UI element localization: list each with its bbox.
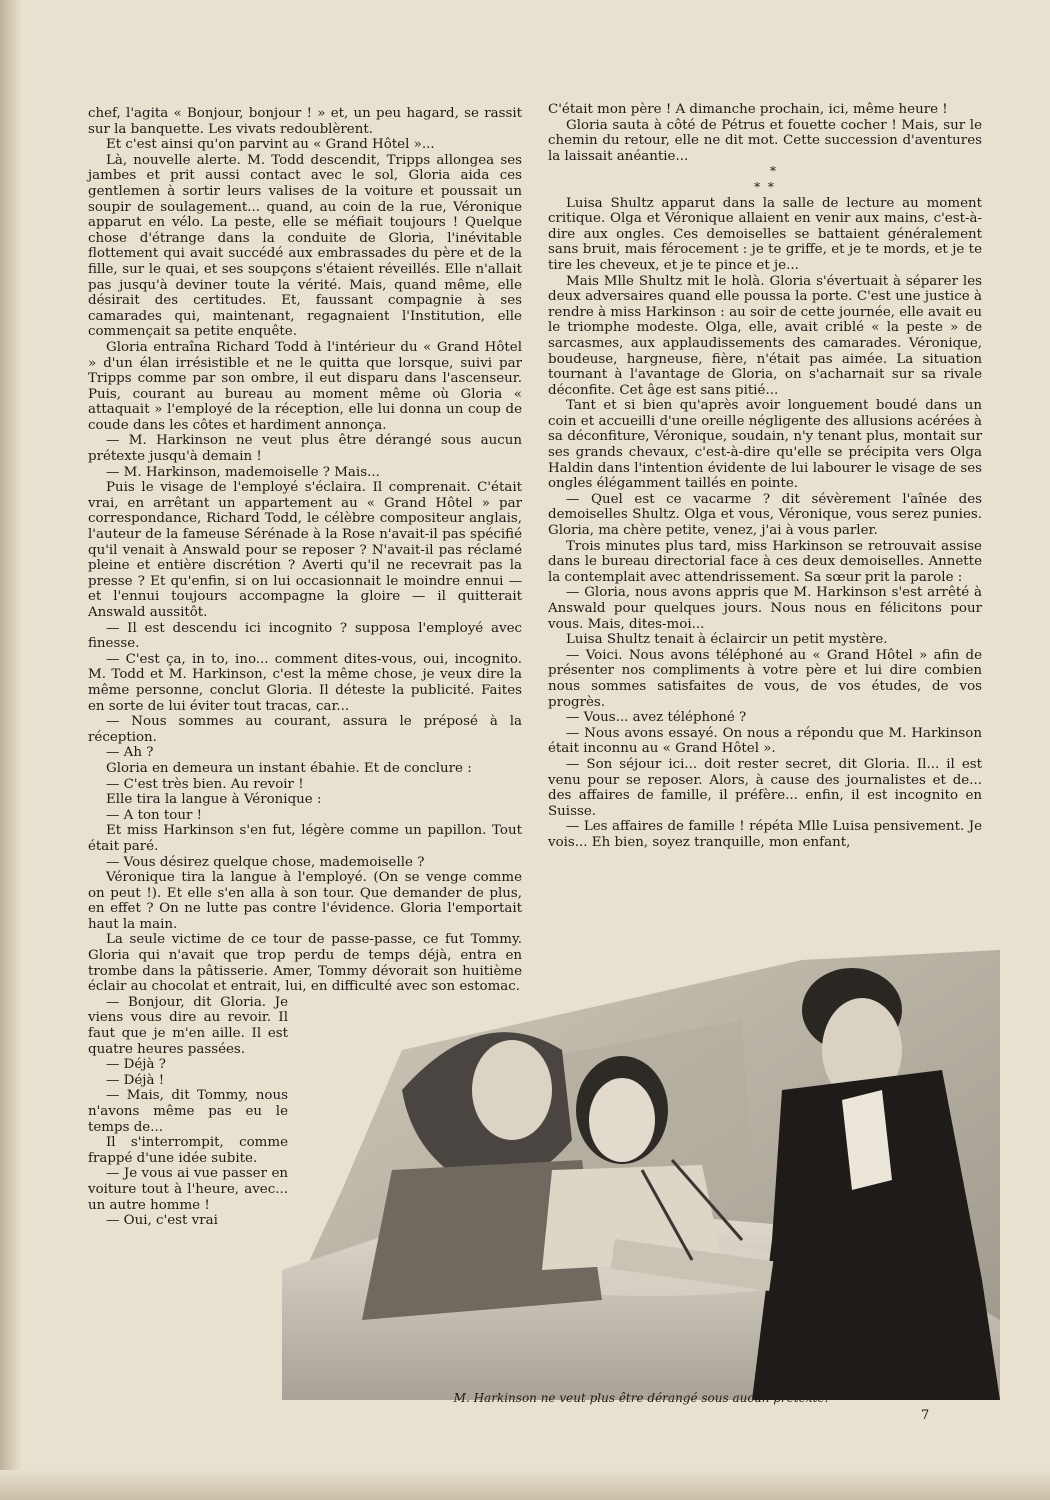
paragraph: — Je vous ai vue passer en voiture tout à l'heure, avec... un autre homme ! (88, 1166, 288, 1213)
paragraph: — Nous avons essayé. On nous a répondu que M. Harkinson était inconnu au « Grand Hôtel ». (548, 725, 982, 757)
paragraph: Trois minutes plus tard, miss Harkinson se retrouvait assise dans le bureau directorial face à ces deux demoiselles. Annette la contemplait avec attendrissement. Sa sœur prit la parole : (548, 538, 982, 585)
section-separator: * * * (754, 164, 778, 194)
paragraph: La seule victime de ce tour de passe-passe, ce fut Tommy. Gloria qui n'avait que trop perdu de temps déjà, entra en trombe dans la pâtisserie. Amer, Tommy dévorait son huitième éclair au chocolat et entrait, lui, en difficulté avec son estomac. (88, 932, 522, 995)
paragraph: Gloria en demeura un instant ébahie. Et de conclure : (106, 760, 472, 776)
paragraph: Puis le visage de l'employé s'éclaira. Il comprenait. C'était vrai, en arrêtant un appartement au « Grand Hôtel » par correspondance, Richard Todd, le célèbre compositeur anglais, l'auteur de la fameuse Sérénade à la Rose n'avait-il pas spécifié qu'il venait à Answald pour se reposer ? N'avait-il pas réclamé pleine et entière discrétion ? Averti qu'il ne recevrait pas la presse ? Et qu'enfin, si on lui occasionnait le moindre ennui — et l'ennui toujours accompagne la gloire — il quitterait Answald aussitôt. (88, 480, 522, 620)
paragraph: — Quel est ce vacarme ? dit sévèrement l'aînée des demoiselles Shultz. Olga et vous, Véronique, vous serez punies. Gloria, ma chère petite, venez, j'ai à vous parler. (548, 491, 982, 539)
paragraph: — Oui, c'est vrai (106, 1213, 218, 1229)
paragraph: chef, l'agita « Bonjour, bonjour ! » et, un peu hagard, se rassit sur la banquette. Les vivats redoublèrent. (88, 106, 522, 137)
paragraph: Il s'interrompit, comme frappé d'une idée subite. (88, 1135, 288, 1166)
paragraph: Elle tira la langue à Véronique : (106, 792, 322, 808)
paragraph: — Gloria, nous avons appris que M. Harkinson s'est arrêté à Answald pour quelques jours. Nous nous en félicitons pour vous. Mais, dites-moi... (548, 585, 982, 632)
page-bottom-shadow (0, 1470, 1050, 1500)
page-edge-shadow (0, 0, 22, 1500)
paragraph: C'était mon père ! A dimanche prochain, ici, même heure ! (548, 102, 948, 117)
paragraph: — C'est ça, in to, ino... comment dites-vous, oui, incognito. M. Todd et M. Harkinson, c'est la même chose, je veux dire la même personne, conclut Gloria. Il déteste la publicité. Faites en sorte de lui éviter tout tracas, car... (88, 651, 522, 714)
paragraph: — Son séjour ici... doit rester secret, dit Gloria. Il... il est venu pour se reposer. Alors, à cause des journalistes et de... des affaires de famille, il préfère... enfin, il est incognito en Suisse. (548, 756, 982, 819)
paragraph: — Il est descendu ici incognito ? supposa l'employé avec finesse. (88, 620, 522, 652)
paragraph: — Bonjour, dit Gloria. Je viens vous dire au revoir. Il faut que je m'en aille. Il est quatre heures passées. (88, 994, 288, 1057)
page-number: 7 (921, 1408, 930, 1423)
paragraph: Tant et si bien qu'après avoir longuement boudé dans un coin et accueilli d'une oreille négligente des allusions acérées à sa déconfiture, Véronique, soudain, n'y tenant plus, montait sur ses grands chevaux, c'est-à-dire qu'elle se précipita vers Olga Haldin dans l'intention évidente de lui labourer le visage de ses ongles élégamment taillés en pointe. (548, 398, 982, 492)
paragraph: Gloria sauta à côté de Pétrus et fouette cocher ! Mais, sur le chemin du retour, elle ne dit mot. Cette succession d'aventures la laissait anéantie... (548, 117, 982, 164)
paragraph: — C'est très bien. Au revoir ! (106, 776, 304, 792)
paragraph: Véronique tira la langue à l'employé. (On se venge comme on peut !). Et elle s'en alla à son tour. Que demander de plus, en effet ? On ne lutte pas contre l'évidence. Gloria l'emportait haut la main. (88, 870, 522, 932)
paragraph: — A ton tour ! (106, 807, 203, 823)
paragraph: — Voici. Nous avons téléphoné au « Grand Hôtel » afin de présenter nos compliments à votre père et lui dire combien nous sommes satisfaites de vous, de vos études, de vos progrès. (548, 647, 982, 710)
paragraph: — Nous sommes au courant, assura le préposé à la réception. (88, 714, 522, 745)
paragraph: Luisa Shultz tenait à éclaircir un petit mystère. (566, 632, 888, 648)
paragraph: — Mais, dit Tommy, nous n'avons même pas eu le temps de... (88, 1088, 288, 1135)
paragraph: — Les affaires de famille ! répéta Mlle Luisa pensivement. Je vois... Eh bien, soyez tranquille, mon enfant, (548, 819, 982, 850)
paragraph: — Vous désirez quelque chose, mademoiselle ? (106, 854, 425, 870)
paragraph: Gloria entraîna Richard Todd à l'intérieur du « Grand Hôtel » d'un élan irrésistible et ne le quitta que lorsque, suivi par Tripps comme par son ombre, il eut disparu dans l'ascenseur. Puis, courant au bureau au moment même où Gloria « attaquait » l'employé de la réception, elle lui donna un coup de coude dans les côtes et hardiment annonça. (88, 339, 522, 433)
paragraph: — Déjà ? (106, 1057, 166, 1073)
right-text-column (548, 102, 982, 851)
paragraph: — Ah ? (106, 745, 154, 761)
narrow-text-block (88, 995, 288, 1229)
paragraph: — Vous... avez téléphoné ? (566, 710, 747, 726)
paragraph: Mais Mlle Shultz mit le holà. Gloria s'évertuait à séparer les deux adversaires quand elle poussa la porte. C'est une justice à rendre à miss Harkinson : au soir de cette journée, elle avait eu le triomphe modeste. Olga, elle, avait criblé « la peste » de sarcasmes, aux applaudissements des camarades. Véronique, boudeuse, hargneuse, fière, n'était pas aimée. La situation tournant à l'avantage de Gloria, on s'acharnait sur sa rivale déconfite. Cet âge est sans pitié... (548, 273, 982, 398)
paragraph: Là, nouvelle alerte. M. Todd descendit, Tripps allongea ses jambes et prit aussi contact avec le sol, Gloria aida ces gentlemen à sortir leurs valises de la voiture et poussait un soupir de soulagement... quand, au coin de la rue, Véronique apparut en vélo. La peste, elle se méfiait toujours ! Quelque chose d'étrange dans la conduite de Gloria, l'inévitable flottement qui avait succédé aux embrassades du père et de la fille, sur le quai, et ses soupçons s'étaient réveillés. Elle n'allait pas jusqu'à deviner toute la vérité. Mais, quand même, elle désirait des certitudes. Et, faussant compagnie à ses camarades qui, maintenant, regagnaient l'Institution, elle commençait sa petite enquête. (88, 152, 522, 340)
paragraph: — Déjà ! (106, 1072, 165, 1088)
paragraph: — M. Harkinson ne veut plus être dérangé sous aucun prétexte jusqu'à demain ! (88, 433, 522, 465)
paragraph: — M. Harkinson, mademoiselle ? Mais... (106, 464, 380, 480)
photo-caption: M. Harkinson ne veut plus être dérangé sous aucun prétexte. (453, 1391, 829, 1405)
paragraph: Et c'est ainsi qu'on parvint au « Grand Hôtel »... (106, 137, 435, 153)
paragraph: Luisa Shultz apparut dans la salle de lecture au moment critique. Olga et Véronique allaient en venir aux mains, c'est-à-dire aux ongles. Ces demoiselles se battaient généralement sans bruit, mais férocement : je te griffe, et je te mords, et je te tire les cheveux, et je te pince et je... (548, 195, 982, 273)
film-still-photo (282, 940, 1000, 1400)
paragraph: Et miss Harkinson s'en fut, légère comme un papillon. Tout était paré. (88, 823, 522, 854)
